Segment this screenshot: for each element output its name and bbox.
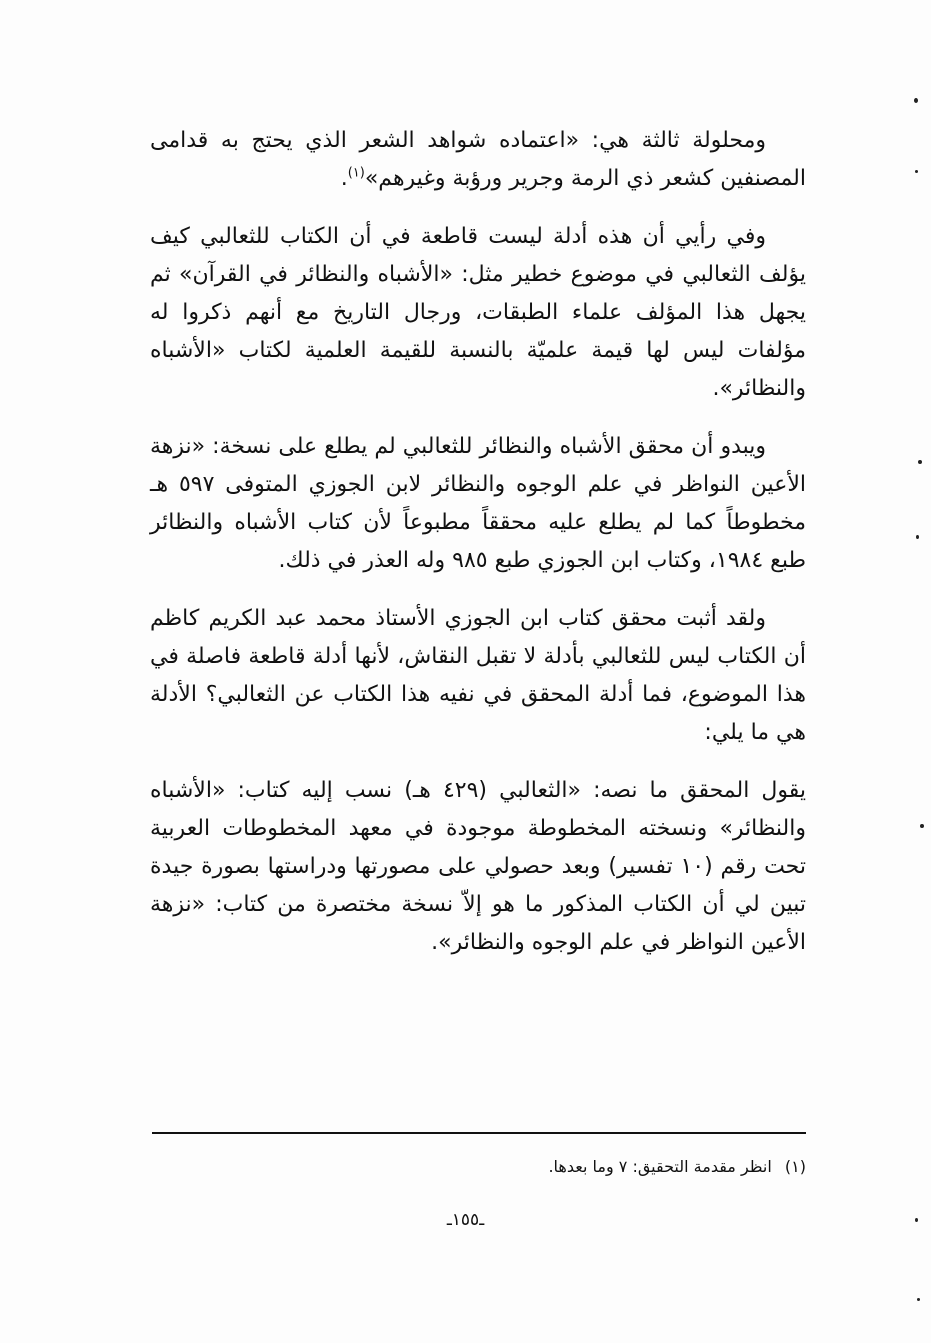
paragraph-4: ولقد أثبت محقق كتاب ابن الجوزي الأستاذ محمد عبد الكريم كاظم أن الكتاب ليس للثعالبي بأدلة لا تقبل النقاش، لأنها أدلة قاطعة فاصلة في هذا الموضوع، فما أدلة المحقق في نفيه هذا الكتاب عن الثعالبي؟ الأدلة هي ما يلي:	[150, 606, 806, 745]
scan-speck	[920, 824, 924, 828]
footnote-number: (١)	[784, 1157, 806, 1176]
paragraph-1: ومحلولة ثالثة هي: «اعتماده شواهد الشعر الذي يحتج به قدامى المصنفين كشعر ذي الرمة وجرير ورؤبة وغيرهم»$^{(١)}$.	[150, 128, 806, 191]
footnote-divider	[152, 1132, 806, 1134]
paragraph-1-text: ومحلولة ثالثة هي: «اعتماده شواهد الشعر الذي يحتج به قدامى المصنفين كشعر ذي الرمة وجرير ورؤبة وغيرهم»	[150, 128, 806, 191]
footnote	[150, 1154, 806, 1180]
footnote-text: انظر مقدمة التحقيق: ٧ وما بعدها.	[548, 1157, 772, 1176]
paragraph-3: ويبدو أن محقق الأشباه والنظائر للثعالبي لم يطلع على نسخة: «نزهة الأعين النواظر في علم الوجوه والنظائر لابن الجوزي المتوفى ٥٩٧ هـ مخطوطاً كما لم يطلع عليه محققاً مطبوعاً لأن كتاب الأشباه والنظائر طبع ١٩٨٤، وكتاب ابن الجوزي طبع ٩٨٥ وله العذر في ذلك.	[150, 434, 806, 573]
scan-speck	[914, 98, 918, 103]
paragraph-2: وفي رأيي أن هذه أدلة ليست قاطعة في أن الكتاب للثعالبي كيف يؤلف الثعالبي في موضوع خطير مثل: «الأشباه والنظائر في القرآن» ثم يجهل هذا المؤلف علماء الطبقات، ورجال التاريخ مع أنهم ذكروا له مؤلفات ليس لها قيمة علميّة بالنسبة للقيمة العلمية لكتاب «الأشباه والنظائر».	[150, 224, 806, 401]
footnote-reference: (١)	[347, 165, 365, 181]
scan-speck	[915, 170, 918, 173]
scan-speck	[916, 535, 919, 539]
body-text	[150, 122, 806, 982]
scan-speck	[917, 1298, 920, 1301]
page-number: ـ١٥٥ـ	[446, 1210, 485, 1230]
scan-speck	[915, 1218, 918, 1222]
scan-speck	[918, 460, 922, 464]
paragraph-5: يقول المحقق ما نصه: «الثعالبي (٤٢٩ هـ) نسب إليه كتاب: «الأشباه والنظائر» ونسخته المخطوطة موجودة في معهد المخطوطات العربية تحت رقم (١٠ تفسير) وبعد حصولي على مصورتها ودراستها بصورة جيدة تبين لي أن الكتاب المذكور ما هو إلاّ نسخة مختصرة من كتاب: «نزهة الأعين النواظر في علم الوجوه والنظائر».	[150, 778, 807, 955]
